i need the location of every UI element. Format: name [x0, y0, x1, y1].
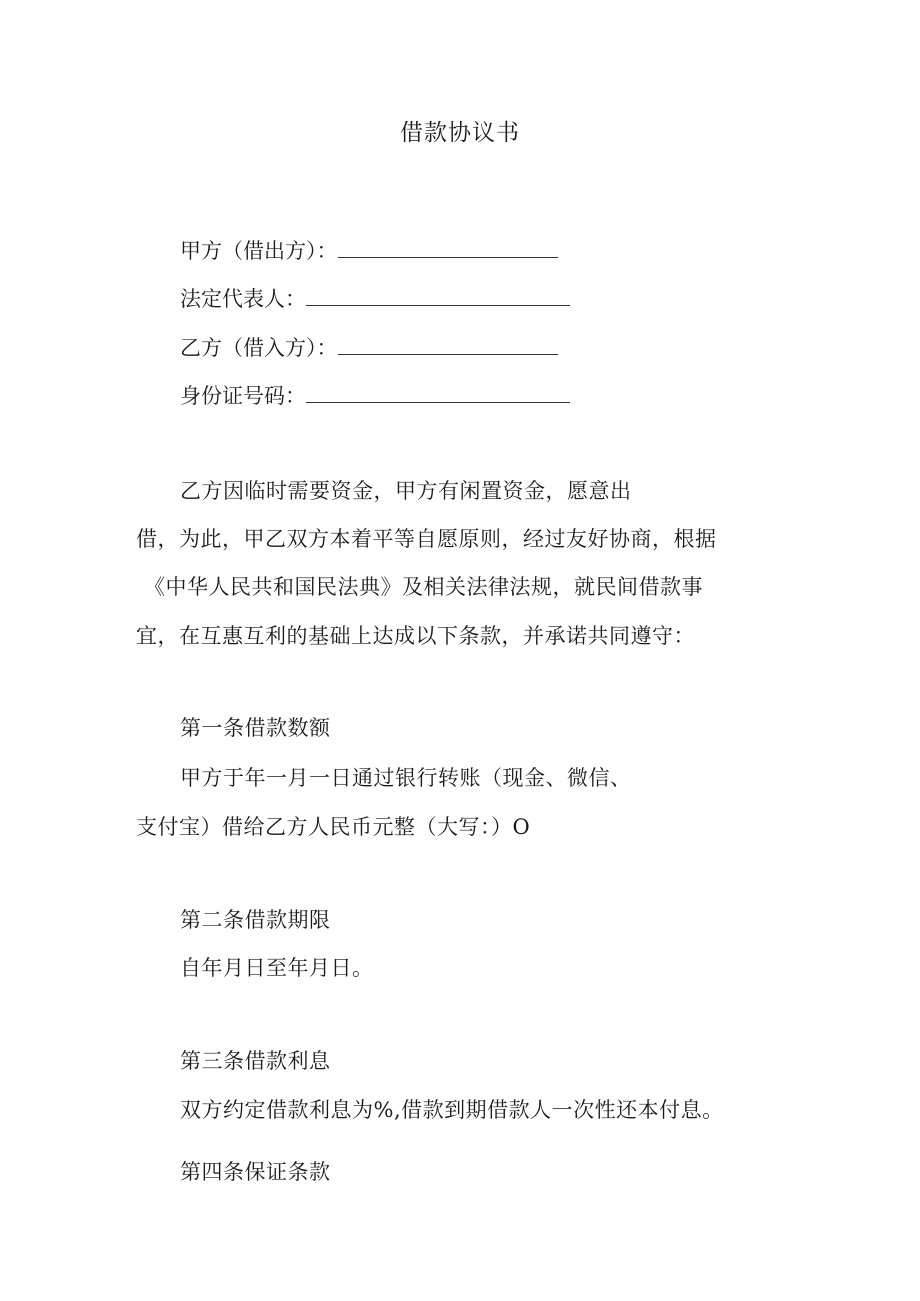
article-line: 自年月日至年月日。 — [180, 956, 374, 980]
field-blank-id-number[interactable] — [306, 382, 570, 403]
field-blank-borrower[interactable] — [338, 334, 558, 355]
field-blank-legal-representative[interactable] — [306, 285, 570, 306]
article-heading: 第一条借款数额 — [180, 716, 331, 740]
article-heading: 第四条保证条款 — [180, 1160, 331, 1184]
field-lender — [180, 237, 558, 265]
article-heading: 第二条借款期限 — [180, 908, 331, 932]
field-label: 法定代表人： — [180, 287, 306, 311]
field-legal-representative — [180, 285, 570, 313]
field-label: 身份证号码： — [180, 384, 306, 408]
preamble-line: 《中华人民共和国民法典》及相关法律法规，就民间借款事 — [144, 575, 703, 599]
article-line: 支付宝）借给乙方人民币元整（大写：）O — [136, 815, 531, 839]
article-heading: 第三条借款利息 — [180, 1049, 331, 1073]
field-label: 甲方（借出方）： — [180, 239, 338, 263]
preamble-line: 宜，在互惠互利的基础上达成以下条款，并承诺共同遵守： — [136, 624, 695, 648]
preamble-line: 乙方因临时需要资金，甲方有闲置资金，愿意出 — [180, 479, 632, 503]
document-title: 借款协议书 — [400, 120, 520, 146]
article-line: 甲方于年一月一日通过银行转账（现金、微信、 — [180, 766, 632, 790]
field-borrower — [180, 334, 558, 362]
field-id-number — [180, 382, 570, 410]
field-blank-lender[interactable] — [338, 237, 558, 258]
preamble-line: 借，为此，甲乙双方本着平等自愿原则，经过友好协商，根据 — [136, 527, 717, 551]
article-line: 双方约定借款利息为%,借款到期借款人一次性还本付息。 — [180, 1098, 724, 1122]
field-label: 乙方（借入方）： — [180, 336, 338, 360]
